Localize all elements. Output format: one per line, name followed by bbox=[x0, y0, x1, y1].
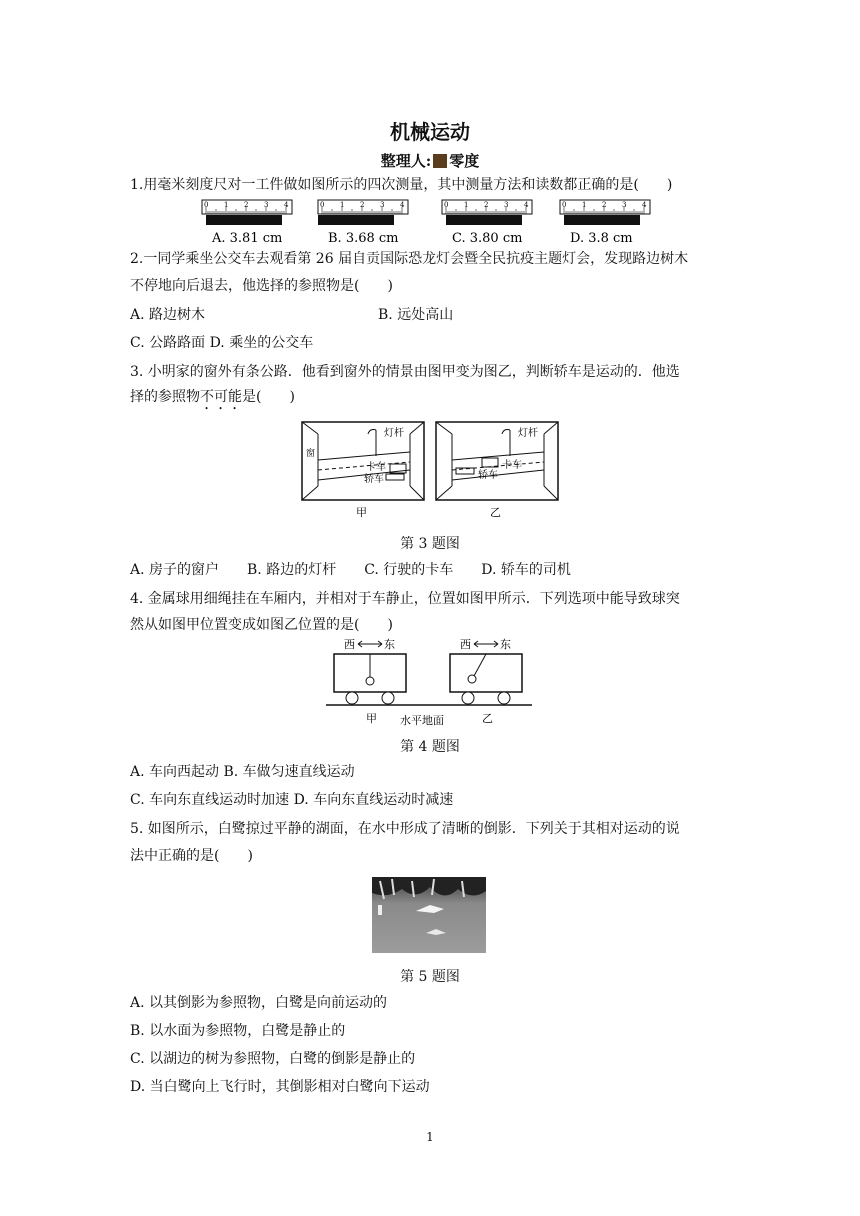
q4-line1: 4. 金属球用细绳挂在车厢内，并相对于车静止，位置如图甲所示．下列选项中能导致球突 bbox=[130, 591, 680, 607]
author-line bbox=[0, 150, 860, 171]
ruler-tick-label: 2 bbox=[602, 201, 607, 209]
ruler-tick-label: 1 bbox=[224, 201, 229, 209]
q3-yi-truck-label: 卡车 bbox=[502, 460, 522, 471]
q2-line2: 不停地向后退去，他选择的参照物是( ) bbox=[130, 278, 393, 294]
ruler-tick-label: 2 bbox=[360, 201, 365, 209]
q4-car-yi bbox=[450, 638, 522, 704]
q4-caption: 第 4 题图 bbox=[400, 739, 460, 755]
q4-ground-label: 水平地面 bbox=[400, 714, 444, 727]
q3-panel-yi bbox=[436, 422, 558, 500]
ruler-0 bbox=[202, 200, 292, 246]
q4-car-jia bbox=[334, 638, 406, 704]
q3-jia-window-label: 窗 bbox=[306, 449, 316, 459]
q5-option-a: A. 以其倒影为参照物，白鹭是向前运动的 bbox=[130, 995, 388, 1011]
q3-jia-car-label: 轿车 bbox=[364, 474, 384, 485]
ruler-tick-label: 4 bbox=[642, 201, 647, 209]
workpiece bbox=[446, 215, 522, 225]
page-title: 机械运动 bbox=[390, 120, 470, 144]
author-logo-icon bbox=[433, 154, 447, 168]
page-number: 1 bbox=[426, 1130, 434, 1144]
ruler-reading-label: A. 3.81 cm bbox=[212, 231, 283, 246]
ruler-3 bbox=[560, 200, 650, 246]
q4-options-ab: A. 车向西起动 B. 车做匀速直线运动 bbox=[130, 764, 355, 780]
q5-line2: 法中正确的是( ) bbox=[130, 848, 253, 864]
ruler-tick-label: 1 bbox=[340, 201, 345, 209]
ruler-tick-label: 0 bbox=[204, 201, 209, 209]
q2-option-b: B. 远处高山 bbox=[378, 307, 454, 323]
q4-options-cd: C. 车向东直线运动时加速 D. 车向东直线运动时减速 bbox=[130, 792, 454, 808]
ruler-tick-label: 4 bbox=[400, 201, 405, 209]
ruler-tick-label: 0 bbox=[320, 201, 325, 209]
ruler-tick-label: 1 bbox=[582, 201, 587, 209]
q3-figure bbox=[300, 420, 562, 520]
ruler-tick-label: 3 bbox=[622, 201, 627, 209]
author-name: 零度 bbox=[449, 152, 480, 170]
ruler-tick-label: 1 bbox=[464, 201, 469, 209]
ruler-tick-label: 0 bbox=[444, 201, 449, 209]
q3-line2-post: 是( ) bbox=[242, 389, 295, 405]
ruler-tick-label: 4 bbox=[284, 201, 289, 209]
ruler-tick-label: 4 bbox=[524, 201, 529, 209]
q1-stem: 1.用毫米刻度尺对一工件做如图所示的四次测量，其中测量方法和读数都正确的是( ) bbox=[130, 177, 673, 193]
q3-caption: 第 3 题图 bbox=[400, 536, 460, 552]
ruler-tick-label: 3 bbox=[264, 201, 269, 209]
q3-jia-truck-label: 卡车 bbox=[366, 462, 386, 473]
q3-line2-emphasis: 不可能 bbox=[200, 389, 242, 405]
q5-line1: 5. 如图所示，白鹭掠过平静的湖面，在水中形成了清晰的倒影．下列关于其相对运动的说 bbox=[130, 821, 680, 837]
q3-yi-lamp-label: 灯杆 bbox=[518, 428, 538, 439]
q4-jia-east: 东 bbox=[384, 638, 395, 651]
workpiece bbox=[564, 215, 640, 225]
ruler-reading-label: D. 3.8 cm bbox=[570, 231, 633, 246]
q5-egret-photo bbox=[372, 877, 486, 953]
q5-option-b: B. 以水面为参照物，白鹭是静止的 bbox=[130, 1023, 346, 1039]
q2-option-a: A. 路边树木 bbox=[130, 307, 206, 323]
q5-option-c: C. 以湖边的树为参照物，白鹭的倒影是静止的 bbox=[130, 1051, 416, 1067]
q4-figure bbox=[326, 636, 532, 728]
q3-options: A. 房子的窗户 B. 路边的灯杆 C. 行驶的卡车 D. 轿车的司机 bbox=[130, 562, 571, 578]
q2-options-cd: C. 公路路面 D. 乘坐的公交车 bbox=[130, 335, 314, 351]
workpiece bbox=[206, 215, 282, 225]
author-prefix: 整理人: bbox=[380, 152, 432, 170]
q4-label-yi: 乙 bbox=[482, 712, 493, 725]
ruler-tick-label: 3 bbox=[380, 201, 385, 209]
ruler-2 bbox=[442, 200, 532, 246]
q5-caption: 第 5 题图 bbox=[400, 969, 460, 985]
ruler-reading-label: B. 3.68 cm bbox=[328, 231, 399, 246]
q3-jia-lamp-label: 灯杆 bbox=[384, 428, 404, 439]
q3-line1: 3. 小明家的窗外有条公路．他看到窗外的情景由图甲变为图乙，判断轿车是运动的．他选 bbox=[130, 364, 680, 380]
q1-rulers-figure bbox=[190, 198, 670, 246]
ruler-tick-label: 3 bbox=[504, 201, 509, 209]
q4-yi-east: 东 bbox=[500, 638, 511, 651]
ruler-tick-label: 2 bbox=[244, 201, 249, 209]
q3-yi-car-label: 轿车 bbox=[478, 470, 498, 481]
q4-yi-west: 西 bbox=[460, 638, 471, 651]
q3-panel-jia bbox=[302, 422, 424, 500]
ruler-reading-label: C. 3.80 cm bbox=[452, 231, 523, 246]
q2-line1: 2.一同学乘坐公交车去观看第 26 届自贡国际恐龙灯会暨全民抗疫主题灯会，发现路边树木 bbox=[130, 251, 689, 267]
ruler-tick-label: 2 bbox=[484, 201, 489, 209]
ruler-1 bbox=[318, 200, 408, 246]
workpiece bbox=[318, 215, 394, 225]
ruler-tick-label: 0 bbox=[562, 201, 567, 209]
q3-line2 bbox=[130, 388, 295, 413]
q4-jia-west: 西 bbox=[344, 638, 355, 651]
q3-label-yi: 乙 bbox=[490, 506, 501, 519]
q5-option-d: D. 当白鹭向上飞行时，其倒影相对白鹭向下运动 bbox=[130, 1079, 430, 1095]
q4-label-jia: 甲 bbox=[366, 712, 377, 725]
q3-label-jia: 甲 bbox=[356, 506, 367, 519]
q4-line2: 然从如图甲位置变成如图乙位置的是( ) bbox=[130, 617, 393, 633]
q3-line2-pre: 择的参照物 bbox=[130, 389, 200, 405]
